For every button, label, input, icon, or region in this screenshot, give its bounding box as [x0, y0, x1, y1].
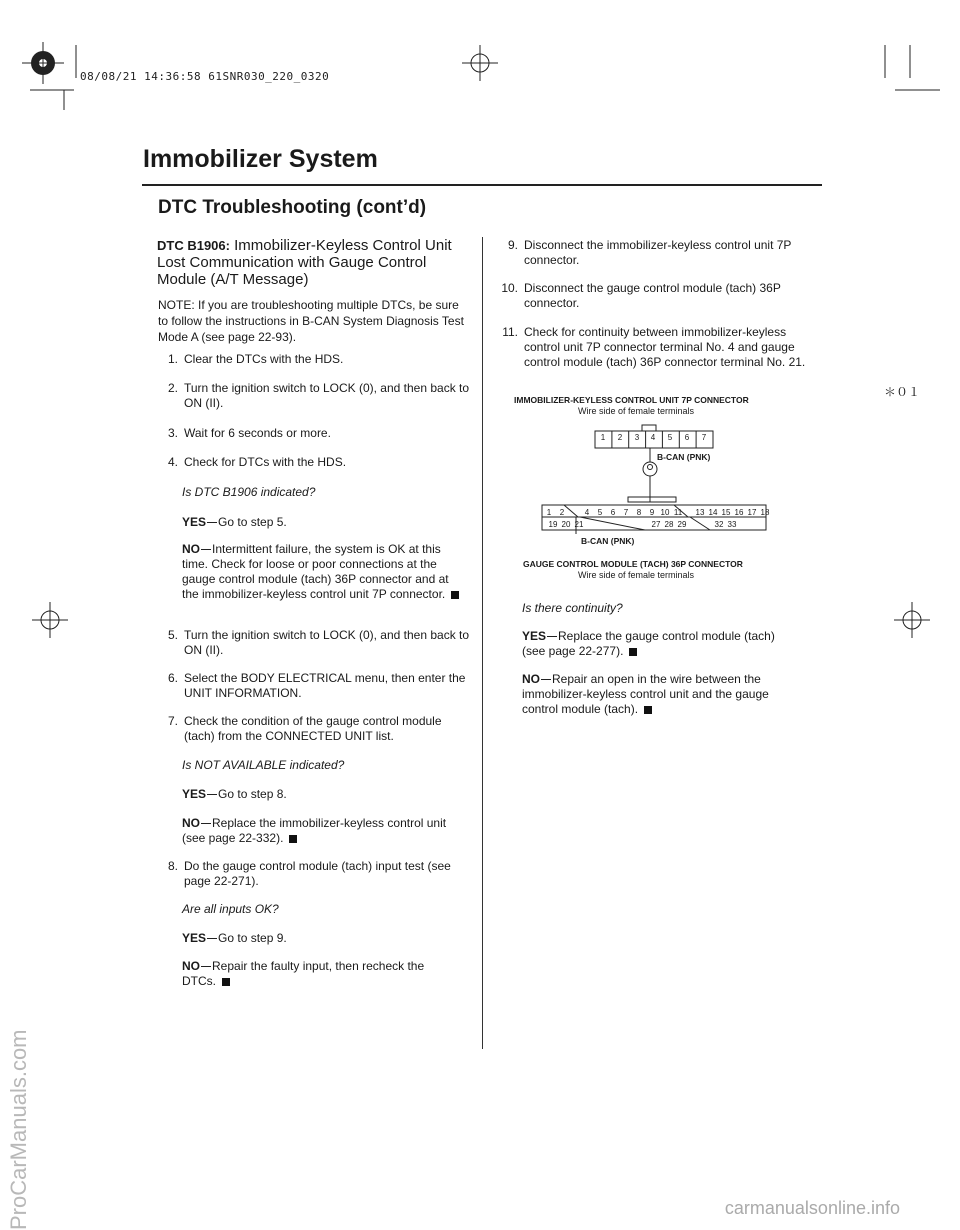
terminal-36p: 20: [561, 520, 571, 529]
answer-7-yes: YES Go to step 8.: [182, 787, 287, 801]
terminal-36p: 9: [649, 508, 655, 517]
answer-4-yes: YES Go to step 5.: [182, 515, 287, 529]
terminal-36p: 27: [651, 520, 661, 529]
top-connector-title: IMMOBILIZER-KEYLESS CONTROL UNIT 7P CONNECTOR: [514, 395, 749, 405]
terminal-36p: 15: [721, 508, 731, 517]
terminal-36p: 11: [673, 508, 683, 517]
terminal-7p-7: 7: [701, 433, 707, 442]
terminal-36p: 5: [597, 508, 603, 517]
question-8: Are all inputs OK?: [182, 902, 279, 916]
column-divider: [482, 237, 483, 1049]
terminal-36p: 14: [708, 508, 718, 517]
terminal-36p: 13: [695, 508, 705, 517]
bottom-connector-subtitle: Wire side of female terminals: [578, 570, 695, 580]
side-registration-marks: [0, 595, 960, 645]
answer-8-yes: YES Go to step 9.: [182, 931, 287, 945]
terminal-7p-6: 6: [684, 433, 690, 442]
question-11: Is there continuity?: [522, 601, 623, 615]
terminal-36p: 32: [714, 520, 724, 529]
terminal-36p: 4: [584, 508, 590, 517]
page-title: Immobilizer System: [143, 145, 378, 173]
registration-marks: [0, 0, 960, 120]
dtc-heading: [157, 237, 477, 288]
terminal-36p: 18: [760, 508, 770, 517]
dtc-code: DTC B1906:: [157, 238, 230, 253]
answer-7-no: NO Replace the immobilizer-keyless control unit (see page 22-332).: [182, 816, 447, 845]
terminal-7p-5: 5: [667, 433, 673, 442]
top-connector-subtitle: Wire side of female terminals: [578, 406, 695, 416]
answer-11-yes: YES Replace the gauge control module (tach) (see page 22-277).: [522, 629, 775, 658]
wire-label-top: B-CAN (PNK): [657, 452, 711, 462]
terminal-7p-3: 3: [634, 433, 640, 442]
title-rule: [142, 184, 822, 186]
terminal-7p-2: 2: [617, 433, 623, 442]
question-7: Is NOT AVAILABLE indicated?: [182, 758, 345, 772]
terminal-36p: 29: [677, 520, 687, 529]
terminal-36p: 2: [559, 508, 565, 517]
terminal-36p: 1: [546, 508, 552, 517]
answer-8-no: NO Repair the faulty input, then recheck the DTCs.: [182, 959, 425, 988]
answer-11-no: NO Repair an open in the wire between the immobilizer-keyless control unit and the gauge control module (tach).: [522, 672, 769, 716]
terminal-36p-21: 21: [574, 520, 584, 529]
terminal-36p: 19: [548, 520, 558, 529]
terminal-36p: 17: [747, 508, 757, 517]
bottom-connector-title: GAUGE CONTROL MODULE (TACH) 36P CONNECTOR: [523, 559, 743, 569]
section-subtitle: DTC Troubleshooting (cont’d): [158, 197, 427, 218]
answer-4-no: NO Intermittent failure, the system is OK at this time. Check for loose or poor connections at the gauge control module (tach) 36P connector and at the immobilizer-keyless control unit 7P connector.: [182, 542, 467, 602]
terminal-36p: 6: [610, 508, 616, 517]
terminal-36p: 8: [636, 508, 642, 517]
terminal-36p: 33: [727, 520, 737, 529]
print-stamp: 08/08/21 14:36:58 61SNR030_220_0320: [80, 70, 330, 83]
footer-watermark: carmanualsonline.info: [724, 1198, 900, 1218]
side-watermark: ProCarManuals.com: [6, 1029, 31, 1230]
terminal-36p: 16: [734, 508, 744, 517]
note-text: NOTE: If you are troubleshooting multiple DTCs, be sure to follow the instructions in B-CAN System Diagnosis Test Mode A (see page 22-93).: [158, 298, 464, 344]
terminal-36p: 28: [664, 520, 674, 529]
side-mark: ＊０１: [883, 385, 920, 399]
terminal-7p-4: 4: [650, 433, 656, 442]
terminal-36p: 10: [660, 508, 670, 517]
dtc-description: Immobilizer-Keyless Control Unit Lost Communication with Gauge Control Module (A/T Message): [157, 237, 452, 288]
terminal-7p-1: 1: [600, 433, 606, 442]
wire-label-bottom: B-CAN (PNK): [581, 536, 635, 546]
connector-diagram: [520, 420, 800, 560]
question-4: Is DTC B1906 indicated?: [182, 485, 316, 499]
terminal-36p: 7: [623, 508, 629, 517]
